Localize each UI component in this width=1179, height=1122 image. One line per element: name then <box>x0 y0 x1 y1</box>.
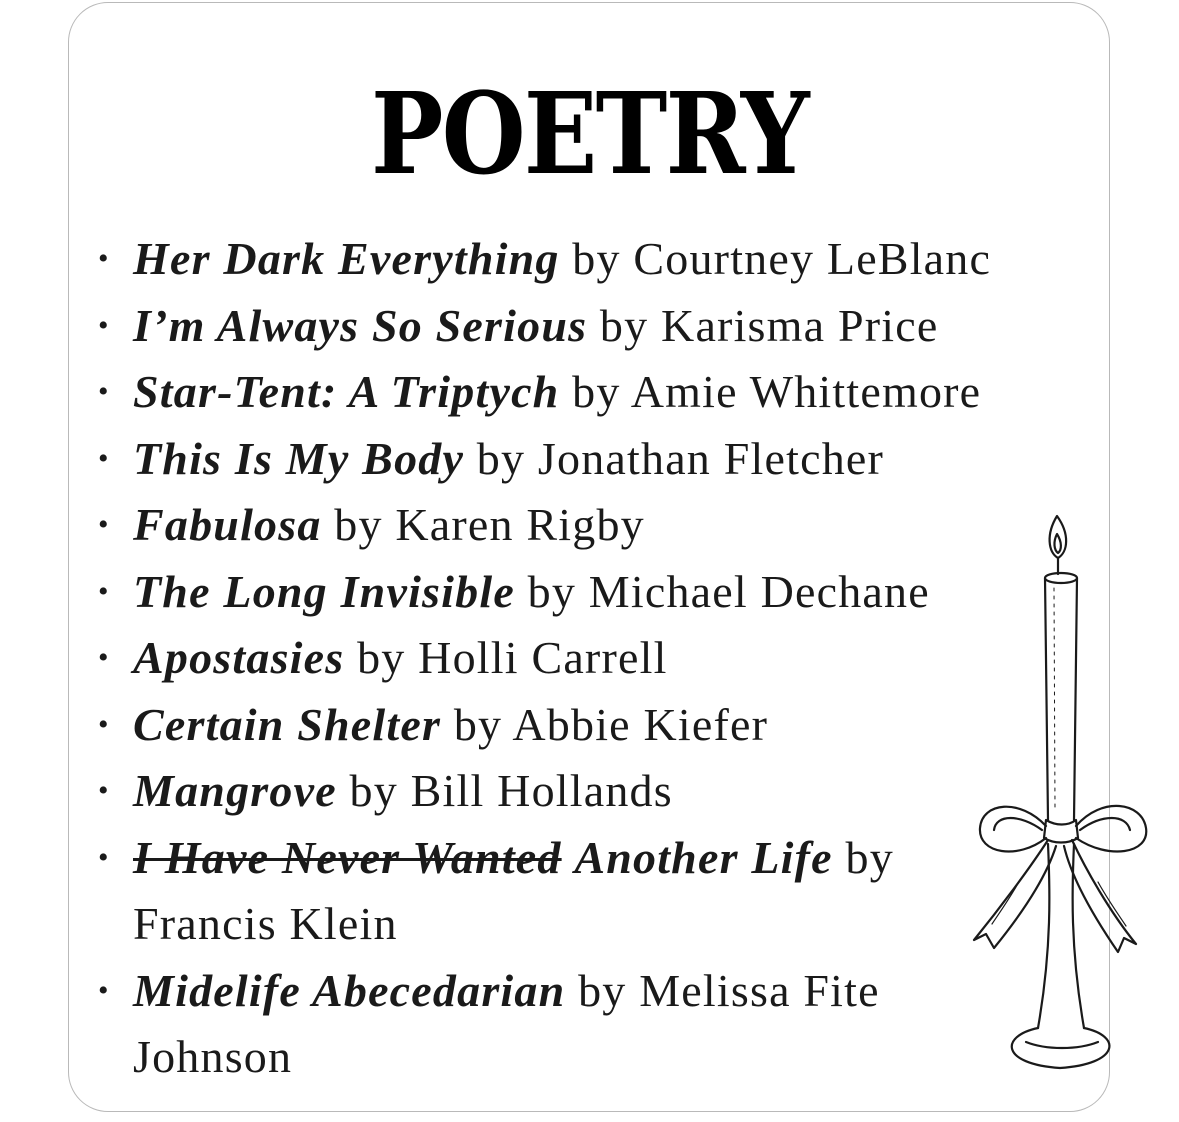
candle-with-bow-icon <box>960 508 1160 1078</box>
poem-title: Apostasies <box>133 632 345 683</box>
poem-author: by Karisma Price <box>599 299 939 351</box>
list-item <box>98 226 1058 293</box>
poem-title: This Is My Body <box>133 432 465 484</box>
poem-title: Mangrove <box>133 765 337 816</box>
poem-title: Midelife Abecedarian <box>133 964 566 1016</box>
poem-author: by Francis Klein <box>133 831 894 949</box>
list-item <box>98 293 1058 360</box>
poem-author: by Bill Hollands <box>349 765 673 816</box>
poem-author: by Holli Carrell <box>357 632 668 683</box>
page-title: POETRY <box>371 69 808 200</box>
list-item <box>98 758 1058 825</box>
poem-author: by Amie Whittemore <box>572 366 982 417</box>
poem-title: The Long Invisible <box>133 565 515 617</box>
poem-author: by Karen Rigby <box>334 499 645 550</box>
poem-list <box>98 226 1058 1091</box>
poem-author: by Melissa Fite Johnson <box>133 964 880 1082</box>
poem-author: by Abbie Kiefer <box>453 698 769 750</box>
poem-title: Her Dark Everything <box>133 233 560 284</box>
poem-title: Fabulosa <box>133 499 322 550</box>
poem-author: by Jonathan Fletcher <box>476 432 885 484</box>
list-item <box>98 559 1058 626</box>
poem-title: Star-Tent: A Triptych <box>133 366 560 417</box>
list-item <box>98 692 1058 759</box>
list-item <box>98 492 1058 559</box>
list-item <box>98 958 923 1091</box>
list-item <box>98 359 1058 426</box>
list-item <box>98 825 923 958</box>
poem-author: by Michael Dechane <box>527 565 930 617</box>
poem-title-struck: I Have Never Wanted <box>133 831 562 883</box>
poem-title: I’m Always So Serious <box>133 299 588 351</box>
list-item <box>98 625 1058 692</box>
list-item <box>98 426 1058 493</box>
poem-title: Another Life <box>574 831 833 883</box>
poem-title: Certain Shelter <box>133 698 442 750</box>
poem-author: by Courtney LeBlanc <box>572 233 992 284</box>
